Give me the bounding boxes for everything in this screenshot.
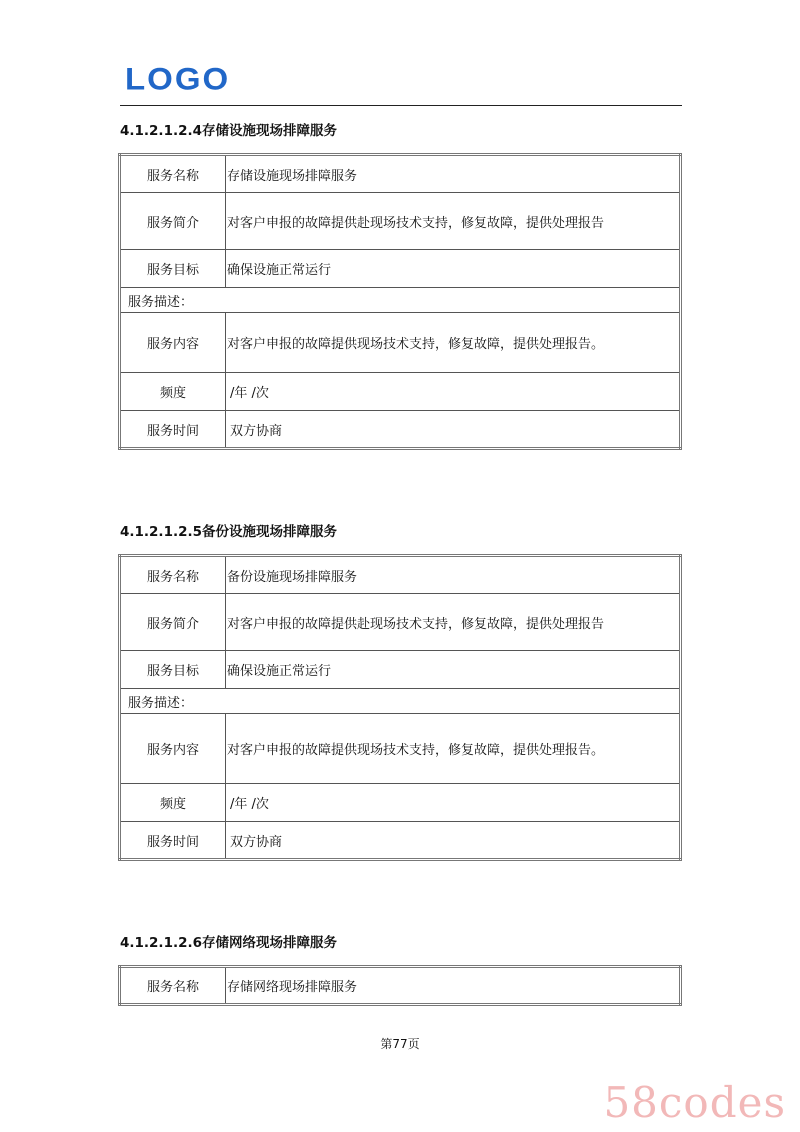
row-value: 存储设施现场排障服务 (226, 155, 681, 193)
row-label: 服务简介 (120, 193, 226, 250)
table-row (120, 651, 681, 689)
logo: LOGO (125, 60, 231, 97)
table-row (120, 967, 681, 1005)
header-divider (120, 105, 682, 106)
row-value: /年 /次 (226, 373, 681, 411)
row-value: 双方协商 (226, 411, 681, 449)
row-value: 确保设施正常运行 (226, 250, 681, 288)
table-row (120, 556, 681, 594)
row-value: 对客户申报的故障提供现场技术支持，修复故障，提供处理报告。 (226, 714, 681, 784)
row-value: 存储网络现场排障服务 (226, 967, 681, 1005)
table-row (120, 373, 681, 411)
row-label: 服务内容 (120, 313, 226, 373)
row-value: 备份设施现场排障服务 (226, 556, 681, 594)
table-row (120, 193, 681, 250)
row-label: 服务简介 (120, 594, 226, 651)
service-table (118, 153, 682, 450)
section-title: 4.1.2.1.2.4存储设施现场排障服务 (120, 123, 338, 139)
table-row (120, 594, 681, 651)
table-row (120, 411, 681, 449)
table-row (120, 155, 681, 193)
row-label: 服务描述： (120, 288, 681, 313)
row-label: 服务名称 (120, 967, 226, 1005)
table-row (120, 689, 681, 714)
row-value: /年 /次 (226, 784, 681, 822)
row-value: 对客户申报的故障提供赴现场技术支持，修复故障，提供处理报告 (226, 193, 681, 250)
row-label: 频度 (120, 373, 226, 411)
row-label: 服务目标 (120, 250, 226, 288)
table-row (120, 250, 681, 288)
row-label: 服务名称 (120, 556, 226, 594)
table-row (120, 288, 681, 313)
row-label: 服务目标 (120, 651, 226, 689)
row-label: 服务时间 (120, 411, 226, 449)
row-label: 服务时间 (120, 822, 226, 860)
page-number: 第77页 (380, 1037, 420, 1051)
table-row (120, 313, 681, 373)
row-label: 服务描述： (120, 689, 681, 714)
service-table (118, 554, 682, 861)
row-value: 对客户申报的故障提供赴现场技术支持，修复故障，提供处理报告 (226, 594, 681, 651)
row-value: 确保设施正常运行 (226, 651, 681, 689)
row-value: 双方协商 (226, 822, 681, 860)
service-table (118, 965, 682, 1006)
table-row (120, 714, 681, 784)
table-row (120, 822, 681, 860)
row-label: 服务名称 (120, 155, 226, 193)
row-label: 服务内容 (120, 714, 226, 784)
section-title: 4.1.2.1.2.5备份设施现场排障服务 (120, 524, 338, 540)
row-value: 对客户申报的故障提供现场技术支持，修复故障，提供处理报告。 (226, 313, 681, 373)
watermark: 58codes (603, 1078, 786, 1127)
table-row (120, 784, 681, 822)
row-label: 频度 (120, 784, 226, 822)
section-title: 4.1.2.1.2.6存储网络现场排障服务 (120, 935, 338, 951)
